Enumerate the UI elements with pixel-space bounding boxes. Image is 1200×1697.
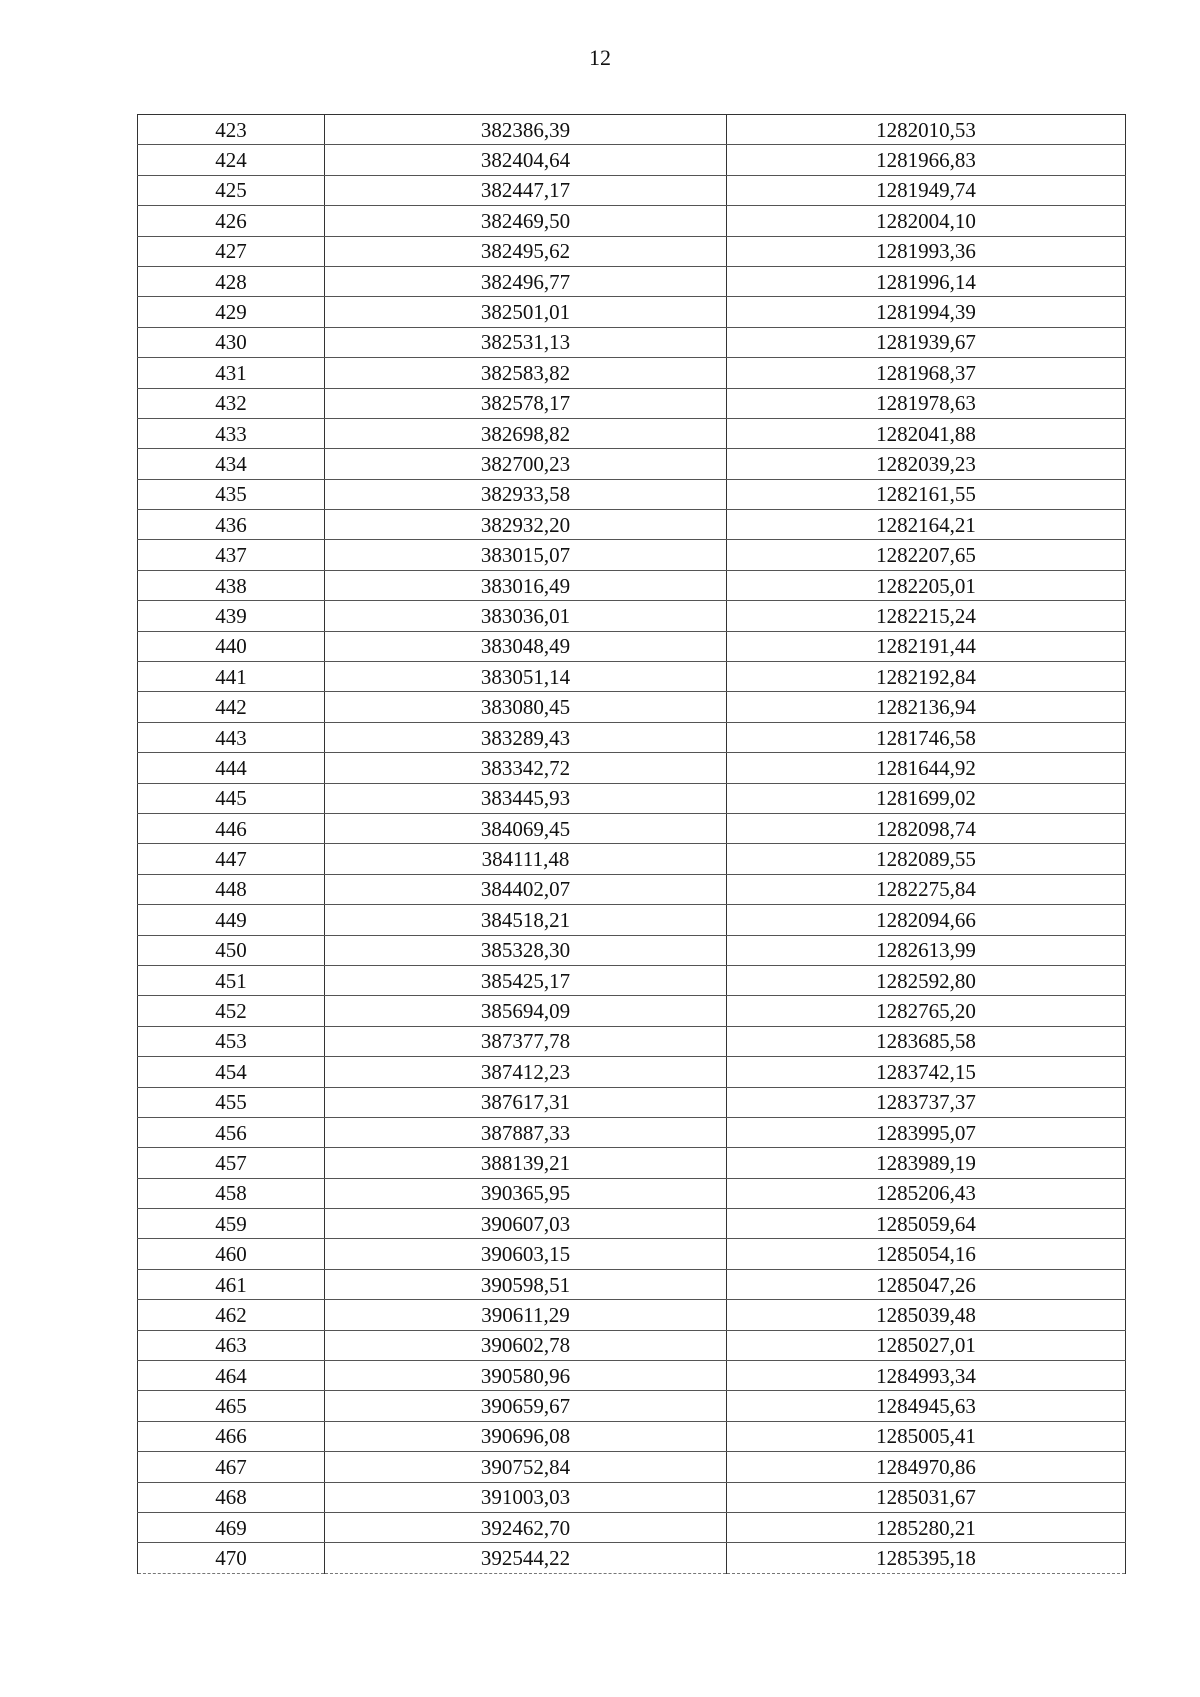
table-row — [138, 1148, 1126, 1178]
table-row — [138, 1269, 1126, 1299]
point-number-cell: 455 — [138, 1087, 325, 1117]
table-row — [138, 692, 1126, 722]
table-row — [138, 327, 1126, 357]
point-number-cell: 427 — [138, 236, 325, 266]
y-coordinate-cell: 1285047,26 — [727, 1269, 1126, 1299]
y-coordinate-cell: 1281993,36 — [727, 236, 1126, 266]
point-number-cell: 468 — [138, 1482, 325, 1512]
point-number-cell: 447 — [138, 844, 325, 874]
table-row — [138, 753, 1126, 783]
y-coordinate-cell: 1281746,58 — [727, 722, 1126, 752]
y-coordinate-cell: 1281996,14 — [727, 266, 1126, 296]
point-number-cell: 435 — [138, 479, 325, 509]
x-coordinate-cell: 383289,43 — [325, 722, 727, 752]
point-number-cell: 450 — [138, 935, 325, 965]
table-row — [138, 266, 1126, 296]
y-coordinate-cell: 1281968,37 — [727, 358, 1126, 388]
x-coordinate-cell: 387887,33 — [325, 1117, 727, 1147]
table-row — [138, 783, 1126, 813]
x-coordinate-cell: 382698,82 — [325, 418, 727, 448]
table-row — [138, 1057, 1126, 1087]
x-coordinate-cell: 382404,64 — [325, 145, 727, 175]
y-coordinate-cell: 1285395,18 — [727, 1543, 1126, 1573]
point-number-cell: 440 — [138, 631, 325, 661]
table-row — [138, 1512, 1126, 1542]
x-coordinate-cell: 390603,15 — [325, 1239, 727, 1269]
table-row — [138, 1239, 1126, 1269]
x-coordinate-cell: 383048,49 — [325, 631, 727, 661]
point-number-cell: 461 — [138, 1269, 325, 1299]
x-coordinate-cell: 383015,07 — [325, 540, 727, 570]
y-coordinate-cell: 1281966,83 — [727, 145, 1126, 175]
point-number-cell: 453 — [138, 1026, 325, 1056]
x-coordinate-cell: 390611,29 — [325, 1300, 727, 1330]
table-row — [138, 996, 1126, 1026]
point-number-cell: 462 — [138, 1300, 325, 1330]
y-coordinate-cell: 1282004,10 — [727, 206, 1126, 236]
x-coordinate-cell: 392462,70 — [325, 1512, 727, 1542]
point-number-cell: 425 — [138, 175, 325, 205]
point-number-cell: 448 — [138, 874, 325, 904]
table-row — [138, 1178, 1126, 1208]
x-coordinate-cell: 390696,08 — [325, 1421, 727, 1451]
x-coordinate-cell: 385328,30 — [325, 935, 727, 965]
table-row — [138, 1026, 1126, 1056]
point-number-cell: 467 — [138, 1452, 325, 1482]
x-coordinate-cell: 392544,22 — [325, 1543, 727, 1573]
y-coordinate-cell: 1282010,53 — [727, 115, 1126, 145]
coordinates-table — [137, 114, 1126, 1574]
point-number-cell: 470 — [138, 1543, 325, 1573]
x-coordinate-cell: 390580,96 — [325, 1361, 727, 1391]
point-number-cell: 456 — [138, 1117, 325, 1147]
point-number-cell: 446 — [138, 813, 325, 843]
table-row — [138, 1421, 1126, 1451]
table-row — [138, 145, 1126, 175]
y-coordinate-cell: 1282765,20 — [727, 996, 1126, 1026]
x-coordinate-cell: 382386,39 — [325, 115, 727, 145]
x-coordinate-cell: 382531,13 — [325, 327, 727, 357]
point-number-cell: 459 — [138, 1209, 325, 1239]
point-number-cell: 457 — [138, 1148, 325, 1178]
y-coordinate-cell: 1285027,01 — [727, 1330, 1126, 1360]
table-row — [138, 236, 1126, 266]
y-coordinate-cell: 1281939,67 — [727, 327, 1126, 357]
point-number-cell: 438 — [138, 570, 325, 600]
y-coordinate-cell: 1283989,19 — [727, 1148, 1126, 1178]
x-coordinate-cell: 383342,72 — [325, 753, 727, 783]
y-coordinate-cell: 1283742,15 — [727, 1057, 1126, 1087]
point-number-cell: 465 — [138, 1391, 325, 1421]
x-coordinate-cell: 383016,49 — [325, 570, 727, 600]
point-number-cell: 436 — [138, 510, 325, 540]
table-row — [138, 905, 1126, 935]
x-coordinate-cell: 390607,03 — [325, 1209, 727, 1239]
point-number-cell: 469 — [138, 1512, 325, 1542]
point-number-cell: 437 — [138, 540, 325, 570]
table-row — [138, 1209, 1126, 1239]
x-coordinate-cell: 382932,20 — [325, 510, 727, 540]
y-coordinate-cell: 1283685,58 — [727, 1026, 1126, 1056]
x-coordinate-cell: 383080,45 — [325, 692, 727, 722]
x-coordinate-cell: 387617,31 — [325, 1087, 727, 1117]
x-coordinate-cell: 382578,17 — [325, 388, 727, 418]
table-row — [138, 965, 1126, 995]
x-coordinate-cell: 390602,78 — [325, 1330, 727, 1360]
table-row — [138, 601, 1126, 631]
x-coordinate-cell: 387377,78 — [325, 1026, 727, 1056]
point-number-cell: 432 — [138, 388, 325, 418]
y-coordinate-cell: 1282161,55 — [727, 479, 1126, 509]
point-number-cell: 443 — [138, 722, 325, 752]
y-coordinate-cell: 1282592,80 — [727, 965, 1126, 995]
x-coordinate-cell: 390659,67 — [325, 1391, 727, 1421]
table-row — [138, 1117, 1126, 1147]
y-coordinate-cell: 1284945,63 — [727, 1391, 1126, 1421]
point-number-cell: 428 — [138, 266, 325, 296]
x-coordinate-cell: 382933,58 — [325, 479, 727, 509]
x-coordinate-cell: 388139,21 — [325, 1148, 727, 1178]
table-row — [138, 1482, 1126, 1512]
x-coordinate-cell: 387412,23 — [325, 1057, 727, 1087]
y-coordinate-cell: 1284993,34 — [727, 1361, 1126, 1391]
x-coordinate-cell: 382700,23 — [325, 449, 727, 479]
table-row — [138, 844, 1126, 874]
x-coordinate-cell: 382469,50 — [325, 206, 727, 236]
table-row — [138, 449, 1126, 479]
table-row — [138, 1391, 1126, 1421]
table-row — [138, 358, 1126, 388]
y-coordinate-cell: 1282164,21 — [727, 510, 1126, 540]
y-coordinate-cell: 1285005,41 — [727, 1421, 1126, 1451]
point-number-cell: 424 — [138, 145, 325, 175]
point-number-cell: 441 — [138, 662, 325, 692]
table-row — [138, 570, 1126, 600]
point-number-cell: 451 — [138, 965, 325, 995]
point-number-cell: 429 — [138, 297, 325, 327]
x-coordinate-cell: 384518,21 — [325, 905, 727, 935]
point-number-cell: 452 — [138, 996, 325, 1026]
point-number-cell: 434 — [138, 449, 325, 479]
y-coordinate-cell: 1282215,24 — [727, 601, 1126, 631]
x-coordinate-cell: 382447,17 — [325, 175, 727, 205]
coordinates-table-body — [138, 115, 1126, 1574]
point-number-cell: 423 — [138, 115, 325, 145]
y-coordinate-cell: 1281699,02 — [727, 783, 1126, 813]
point-number-cell: 442 — [138, 692, 325, 722]
y-coordinate-cell: 1282098,74 — [727, 813, 1126, 843]
y-coordinate-cell: 1282039,23 — [727, 449, 1126, 479]
y-coordinate-cell: 1284970,86 — [727, 1452, 1126, 1482]
table-row — [138, 540, 1126, 570]
point-number-cell: 460 — [138, 1239, 325, 1269]
table-row — [138, 813, 1126, 843]
table-row — [138, 1087, 1126, 1117]
table-row — [138, 631, 1126, 661]
x-coordinate-cell: 390598,51 — [325, 1269, 727, 1299]
page-number: 12 — [589, 45, 611, 70]
y-coordinate-cell: 1281994,39 — [727, 297, 1126, 327]
point-number-cell: 454 — [138, 1057, 325, 1087]
point-number-cell: 463 — [138, 1330, 325, 1360]
table-row — [138, 418, 1126, 448]
y-coordinate-cell: 1281978,63 — [727, 388, 1126, 418]
table-row — [138, 175, 1126, 205]
table-row — [138, 1330, 1126, 1360]
table-row — [138, 1361, 1126, 1391]
point-number-cell: 431 — [138, 358, 325, 388]
x-coordinate-cell: 383051,14 — [325, 662, 727, 692]
table-row — [138, 479, 1126, 509]
y-coordinate-cell: 1285206,43 — [727, 1178, 1126, 1208]
point-number-cell: 458 — [138, 1178, 325, 1208]
y-coordinate-cell: 1282205,01 — [727, 570, 1126, 600]
x-coordinate-cell: 382583,82 — [325, 358, 727, 388]
y-coordinate-cell: 1282089,55 — [727, 844, 1126, 874]
table-row — [138, 935, 1126, 965]
y-coordinate-cell: 1281644,92 — [727, 753, 1126, 783]
x-coordinate-cell: 391003,03 — [325, 1482, 727, 1512]
point-number-cell: 445 — [138, 783, 325, 813]
x-coordinate-cell: 384111,48 — [325, 844, 727, 874]
y-coordinate-cell: 1282192,84 — [727, 662, 1126, 692]
point-number-cell: 433 — [138, 418, 325, 448]
table-row — [138, 115, 1126, 145]
x-coordinate-cell: 390365,95 — [325, 1178, 727, 1208]
table-row — [138, 297, 1126, 327]
y-coordinate-cell: 1285039,48 — [727, 1300, 1126, 1330]
table-row — [138, 1452, 1126, 1482]
y-coordinate-cell: 1281949,74 — [727, 175, 1126, 205]
point-number-cell: 430 — [138, 327, 325, 357]
x-coordinate-cell: 385694,09 — [325, 996, 727, 1026]
y-coordinate-cell: 1285059,64 — [727, 1209, 1126, 1239]
x-coordinate-cell: 383036,01 — [325, 601, 727, 631]
y-coordinate-cell: 1282207,65 — [727, 540, 1126, 570]
y-coordinate-cell: 1282275,84 — [727, 874, 1126, 904]
table-row — [138, 1300, 1126, 1330]
y-coordinate-cell: 1282191,44 — [727, 631, 1126, 661]
point-number-cell: 464 — [138, 1361, 325, 1391]
y-coordinate-cell: 1285054,16 — [727, 1239, 1126, 1269]
table-row — [138, 388, 1126, 418]
point-number-cell: 426 — [138, 206, 325, 236]
y-coordinate-cell: 1285031,67 — [727, 1482, 1126, 1512]
y-coordinate-cell: 1283737,37 — [727, 1087, 1126, 1117]
point-number-cell: 449 — [138, 905, 325, 935]
y-coordinate-cell: 1282613,99 — [727, 935, 1126, 965]
table-row — [138, 722, 1126, 752]
table-row — [138, 1543, 1126, 1573]
x-coordinate-cell: 384402,07 — [325, 874, 727, 904]
x-coordinate-cell: 385425,17 — [325, 965, 727, 995]
x-coordinate-cell: 382496,77 — [325, 266, 727, 296]
x-coordinate-cell: 384069,45 — [325, 813, 727, 843]
x-coordinate-cell: 390752,84 — [325, 1452, 727, 1482]
table-row — [138, 874, 1126, 904]
table-row — [138, 662, 1126, 692]
table-row — [138, 206, 1126, 236]
y-coordinate-cell: 1285280,21 — [727, 1512, 1126, 1542]
point-number-cell: 444 — [138, 753, 325, 783]
x-coordinate-cell: 382495,62 — [325, 236, 727, 266]
point-number-cell: 466 — [138, 1421, 325, 1451]
point-number-cell: 439 — [138, 601, 325, 631]
y-coordinate-cell: 1283995,07 — [727, 1117, 1126, 1147]
x-coordinate-cell: 383445,93 — [325, 783, 727, 813]
y-coordinate-cell: 1282041,88 — [727, 418, 1126, 448]
y-coordinate-cell: 1282094,66 — [727, 905, 1126, 935]
table-row — [138, 510, 1126, 540]
x-coordinate-cell: 382501,01 — [325, 297, 727, 327]
y-coordinate-cell: 1282136,94 — [727, 692, 1126, 722]
